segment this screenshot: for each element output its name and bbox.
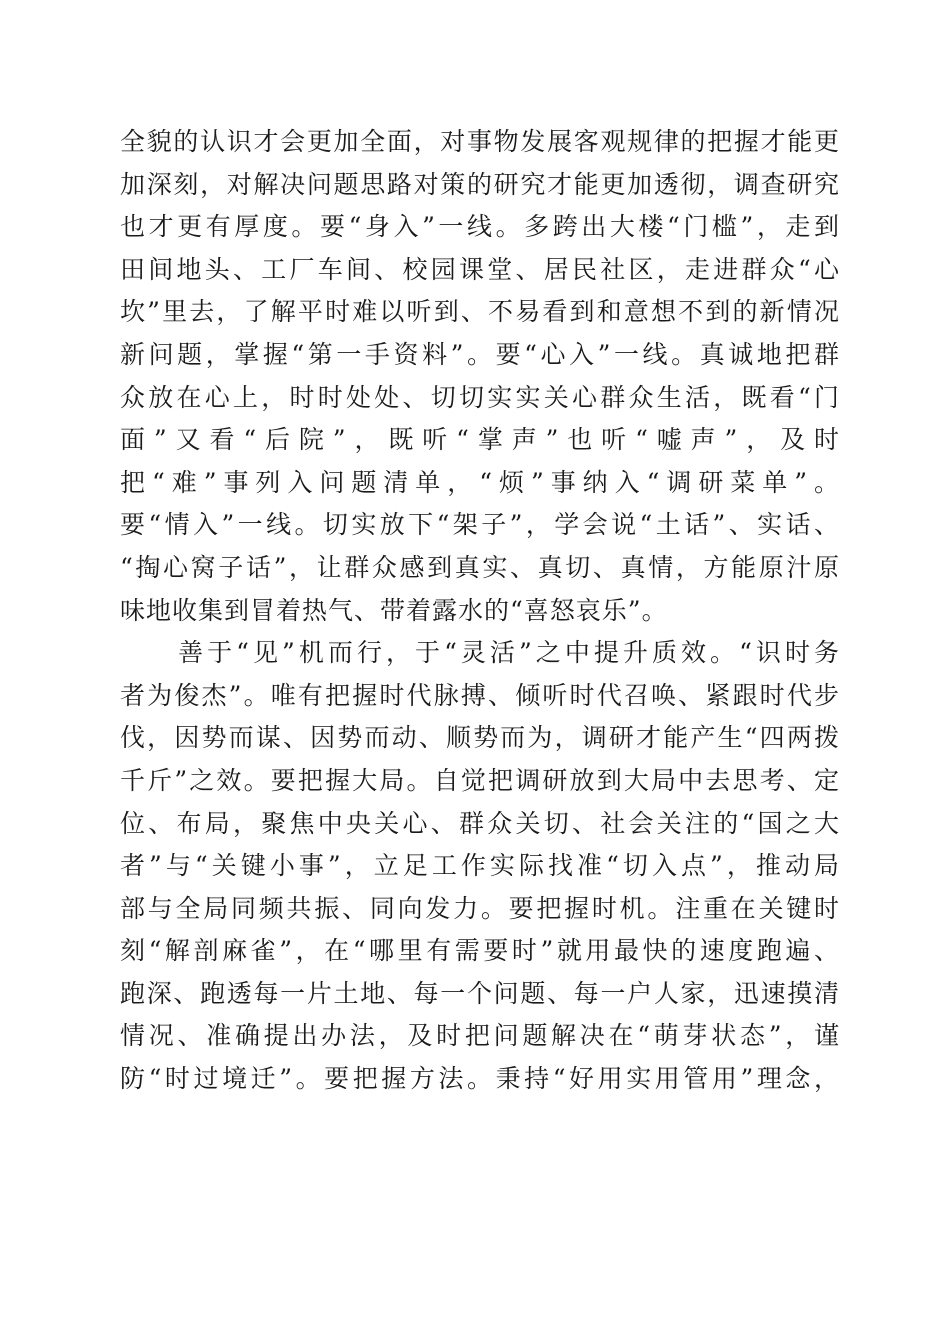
text-line: 防“时过境迁”。要把握方法。秉持“好用实用管用”理念， — [120, 1064, 840, 1094]
text-line: 要“情入”一线。切实放下“架子”，学会说“土话”、实话、 — [120, 510, 840, 540]
text-line: 面”又看“后院”，既听“掌声”也听“嘘声”，及时 — [120, 425, 840, 455]
body-text — [120, 121, 840, 1101]
text-line: 加深刻，对解决问题思路对策的研究才能更加透彻，调查研究 — [120, 169, 840, 199]
text-line: 伐，因势而谋、因势而动、顺势而为，调研才能产生“四两拨 — [120, 723, 840, 753]
text-line: 情况、准确提出办法，及时把问题解决在“萌芽状态”，谨 — [120, 1021, 840, 1051]
paragraph-1-tail — [120, 121, 840, 632]
text-line: 坎”里去，了解平时难以听到、不易看到和意想不到的新情况 — [120, 297, 840, 327]
text-line: 刻“解剖麻雀”，在“哪里有需要时”就用最快的速度跑遍、 — [120, 936, 840, 966]
paragraph-2 — [120, 632, 840, 1101]
text-line: 者为俊杰”。唯有把握时代脉搏、倾听时代召唤、紧跟时代步 — [120, 680, 840, 710]
text-line: 全貌的认识才会更加全面，对事物发展客观规律的把握才能更 — [120, 127, 840, 156]
text-line: “掏心窝子话”，让群众感到真实、真切、真情，方能原汁原 — [120, 552, 840, 582]
text-line: 新问题，掌握“第一手资料”。要“心入”一线。真诚地把群 — [120, 339, 840, 369]
text-line: 把“难”事列入问题清单，“烦”事纳入“调研菜单”。 — [120, 467, 840, 497]
text-line: 部与全局同频共振、同向发力。要把握时机。注重在关键时 — [120, 893, 840, 923]
text-line-first: 善于“见”机而行，于“灵活”之中提升质效。“识时务 — [120, 638, 840, 668]
text-line: 众放在心上，时时处处、切切实实关心群众生活，既看“门 — [120, 382, 840, 412]
text-line-last: 味地收集到冒着热气、带着露水的“喜怒哀乐”。 — [120, 595, 668, 625]
text-line: 田间地头、工厂车间、校园课堂、居民社区，走进群众“心 — [120, 254, 840, 284]
text-line: 者”与“关键小事”，立足工作实际找准“切入点”，推动局 — [120, 851, 840, 881]
text-line: 位、布局，聚焦中央关心、群众关切、社会关注的“国之大 — [120, 808, 840, 838]
text-line: 跑深、跑透每一片土地、每一个问题、每一户人家，迅速摸清 — [120, 978, 840, 1008]
text-line: 千斤”之效。要把握大局。自觉把调研放到大局中去思考、定 — [120, 765, 840, 795]
text-line: 也才更有厚度。要“身入”一线。多跨出大楼“门槛”，走到 — [120, 212, 840, 242]
